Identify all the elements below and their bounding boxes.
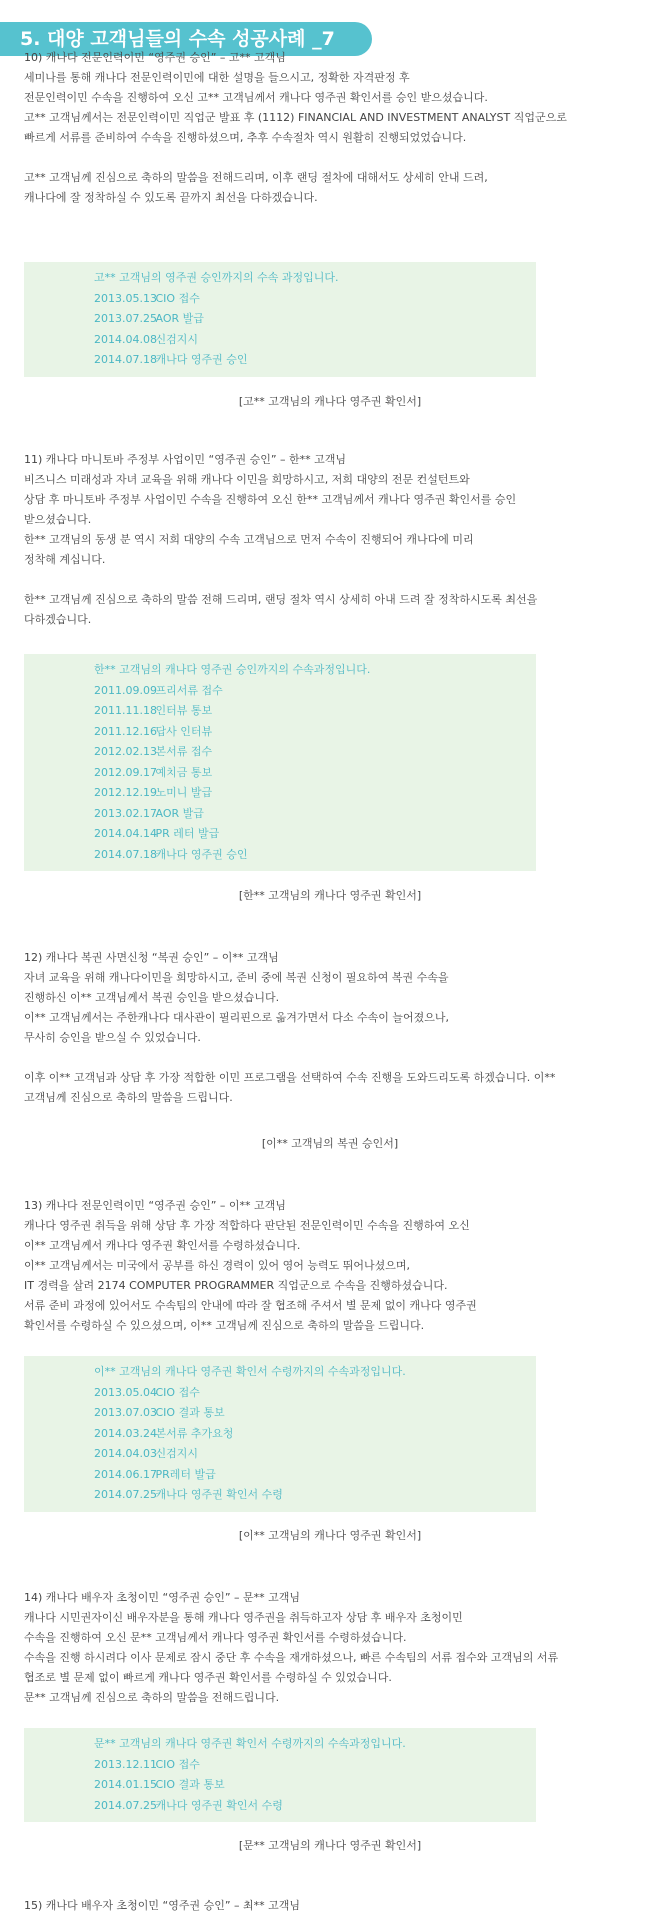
timeline-date: 2012.09.17: [94, 765, 157, 779]
timeline-event: AOR 발급: [155, 806, 204, 820]
timeline-event: 캐나다 영주권 확인서 수령: [155, 1798, 283, 1812]
text-line: 자녀 교육을 위해 캐나다이민을 희망하시고, 준비 중에 복권 신청이 필요하여 복권 수속을: [24, 971, 449, 984]
timeline-date: 2013.02.17: [94, 806, 157, 820]
timeline-title: 이** 고객님의 캐나다 영주권 확인서 수령까지의 수속과정입니다.: [94, 1365, 406, 1378]
timeline-event: 캐나다 영주권 승인: [155, 353, 248, 366]
text-line: 무사히 승인을 받으실 수 있었습니다.: [24, 1031, 201, 1044]
timeline-date: 2013.05.13: [94, 291, 157, 305]
timeline-date: 2014.07.18: [94, 847, 157, 861]
timeline-box: [24, 1728, 536, 1822]
timeline-row: [94, 742, 536, 763]
timeline-event: CIO 접수: [155, 1385, 200, 1399]
timeline-event: 캐나다 영주권 확인서 수령: [155, 1488, 283, 1501]
timeline-date: 2011.12.16: [94, 724, 157, 738]
timeline-row: [94, 1424, 536, 1445]
timeline-row: [94, 722, 536, 743]
timeline-event: 캐나다 영주권 승인: [155, 847, 248, 861]
case-15-text: [24, 1896, 636, 1916]
timeline-row: [94, 1796, 536, 1817]
timeline-date: 2014.07.18: [94, 353, 157, 366]
text-line: 세미나를 통해 캐나다 전문인력이민에 대한 설명을 들으시고, 정확한 자격판정 후: [24, 71, 410, 84]
timeline-event: CIO 접수: [155, 1757, 200, 1771]
timeline-row: [94, 824, 536, 845]
text-line: 이** 고객님께서는 미국에서 공부를 하신 경력이 있어 영어 능력도 뛰어나셨으며,: [24, 1259, 410, 1272]
timeline-row: [94, 309, 536, 330]
timeline-event: 예치금 통보: [155, 765, 213, 779]
timeline-row: [94, 330, 536, 351]
text-line: 협조로 별 문제 없이 빠르게 캐나다 영주권 확인서를 수령하실 수 있었습니다.: [24, 1671, 392, 1684]
case-13-text: [24, 1196, 636, 1336]
text-line: 다하겠습니다.: [24, 613, 92, 626]
case-14-text: [24, 1588, 636, 1708]
timeline-date: 2013.12.11: [94, 1757, 157, 1771]
image-caption: [고** 고객님의 캐나다 영주권 확인서]: [238, 395, 422, 408]
image-caption: [이** 고객님의 복권 승인서]: [261, 1137, 399, 1150]
case-heading: 11) 캐나다 마니토바 주정부 사업이민 “영주권 승인” – 한** 고객님: [24, 453, 347, 466]
image-caption: [이** 고객님의 캐나다 영주권 확인서]: [238, 1529, 422, 1542]
timeline-date: 2012.02.13: [94, 745, 157, 758]
timeline-row: [94, 845, 536, 866]
text-line: 전문인력이민 수속을 진행하여 오신 고** 고객님께서 캐나다 영주권 확인서를 승인 받으셨습니다.: [24, 91, 488, 104]
timeline-row: [94, 783, 536, 804]
text-line: 캐나다 영주권 취득을 위해 상담 후 가장 적합하다 판단된 전문인력이민 수속을 진행하여 오신: [24, 1219, 470, 1232]
timeline-date: 2014.03.24: [94, 1426, 157, 1440]
timeline-row: [94, 1485, 536, 1506]
timeline-box: [24, 1356, 536, 1512]
timeline-event: 본서류 추가요청: [155, 1426, 234, 1440]
timeline-title: 한** 고객님의 캐나다 영주권 승인까지의 수속과정입니다.: [94, 663, 371, 676]
timeline-event: AOR 발급: [155, 312, 204, 325]
section-banner: 5. 대양 고객님들의 수속 성공사례 _7: [0, 22, 372, 56]
timeline-row: [94, 701, 536, 722]
case-heading: 12) 캐나다 복권 사면신청 “복권 승인” – 이** 고객님: [24, 951, 279, 964]
timeline-row: [94, 289, 536, 310]
timeline-event: CIO 결과 통보: [155, 1406, 225, 1419]
text-line: 캐나다 시민권자이신 배우자분을 통해 캐나다 영주권을 취득하고자 상담 후 배우자 초청이민: [24, 1611, 463, 1624]
timeline-row: [94, 1755, 536, 1776]
text-line: 받으셨습니다.: [24, 513, 92, 526]
timeline-event: 프리서류 접수: [155, 683, 223, 697]
case-11-text: [24, 450, 636, 630]
text-line: 정착해 계십니다.: [24, 553, 106, 566]
text-line: 비즈니스 미래성과 자녀 교육을 위해 캐나다 이민을 희망하시고, 저희 대양의 전문 컨설턴트와: [24, 473, 470, 486]
timeline-date: 2012.12.19: [94, 786, 157, 799]
timeline-date: 2011.09.09: [94, 683, 157, 697]
case-heading: 14) 캐나다 배우자 초청이민 “영주권 승인” – 문** 고객님: [24, 1591, 301, 1604]
text-line: 캐나다에 잘 정착하실 수 있도록 끝까지 최선을 다하겠습니다.: [24, 191, 318, 204]
timeline-row: [94, 1403, 536, 1424]
text-line: 진행하신 이** 고객님께서 복권 승인을 받으셨습니다.: [24, 991, 280, 1004]
timeline-date: 2014.01.15: [94, 1778, 157, 1791]
text-line: IT 경력을 살려 2174 COMPUTER PROGRAMMER 직업군으로 수속을 진행하셨습니다.: [24, 1279, 448, 1292]
text-line: 상담 후 마니토바 주정부 사업이민 수속을 진행하여 오신 한** 고객님께서 캐나다 영주권 확인서를 승인: [24, 493, 517, 506]
timeline-row: [94, 1465, 536, 1486]
timeline-date: 2014.04.08: [94, 332, 157, 346]
case-12-text: [24, 948, 636, 1108]
text-line: 수속을 진행하여 오신 문** 고객님께서 캐나다 영주권 확인서를 수령하셨습니다.: [24, 1631, 407, 1644]
text-line: 이** 고객님께서 캐나다 영주권 확인서를 수령하셨습니다.: [24, 1239, 301, 1252]
timeline-event: PR 레터 발급: [155, 827, 220, 840]
timeline-row: [94, 763, 536, 784]
text-line: 고** 고객님께서는 전문인력이민 직업군 발표 후 (1112) FINANCIAL AND INVESTMENT ANALYST 직업군으로: [24, 111, 567, 124]
text-line: 서류 준비 과정에 있어서도 수속팀의 안내에 따라 잘 협조해 주셔서 별 문제 없이 캐나다 영주권: [24, 1299, 477, 1312]
text-line: 이** 고객님께서는 주한캐나다 대사관이 필리핀으로 옮겨가면서 다소 수속이 늘어졌으나,: [24, 1011, 450, 1024]
case-10-text: [24, 48, 636, 208]
text-line: 고객님께 진심으로 축하의 말씀을 드립니다.: [24, 1091, 233, 1104]
timeline-event: 신검지시: [155, 332, 199, 346]
timeline-title: 문** 고객님의 캐나다 영주권 확인서 수령까지의 수속과정입니다.: [94, 1737, 406, 1750]
timeline-date: 2014.07.25: [94, 1798, 157, 1812]
timeline-box: [24, 654, 536, 871]
timeline-date: 2014.04.14: [94, 827, 157, 840]
case-heading: 15) 캐나다 배우자 초청이민 “영주권 승인” – 최** 고객님: [24, 1899, 301, 1912]
image-caption: [문** 고객님의 캐나다 영주권 확인서]: [238, 1839, 422, 1852]
timeline-event: 답사 인터뷰: [155, 724, 213, 738]
timeline-date: 2011.11.18: [94, 704, 157, 717]
timeline-date: 2014.07.25: [94, 1488, 157, 1501]
timeline-date: 2013.07.25: [94, 312, 157, 325]
timeline-row: [94, 1444, 536, 1465]
image-caption: [한** 고객님의 캐나다 영주권 확인서]: [238, 889, 422, 902]
timeline-event: 본서류 접수: [155, 745, 213, 758]
timeline-event: CIO 결과 통보: [155, 1778, 225, 1791]
timeline-row: [94, 804, 536, 825]
case-heading: 13) 캐나다 전문인력이민 “영주권 승인” – 이** 고객님: [24, 1199, 286, 1212]
text-line: 이후 이** 고객님과 상담 후 가장 적합한 이민 프로그램을 선택하여 수속 진행을 도와드리도록 하겠습니다. 이**: [24, 1071, 556, 1084]
timeline-event: 신검지시: [155, 1447, 199, 1460]
timeline-title: 고** 고객님의 영주권 승인까지의 수속 과정입니다.: [94, 271, 339, 284]
timeline-date: 2014.04.03: [94, 1447, 157, 1460]
text-line: 빠르게 서류를 준비하여 수속을 진행하셨으며, 추후 수속절차 역시 원활히 진행되었었습니다.: [24, 131, 467, 144]
timeline-row: [94, 681, 536, 702]
timeline-event: 인터뷰 통보: [155, 704, 213, 717]
timeline-row: [94, 350, 536, 371]
text-line: 수속을 진행 하시려다 이사 문제로 잠시 중단 후 수속을 재개하셨으나, 빠른 수속팀의 서류 접수와 고객님의 서류: [24, 1651, 559, 1664]
timeline-event: PR레터 발급: [155, 1467, 216, 1481]
timeline-event: CIO 접수: [155, 291, 200, 305]
timeline-box: [24, 262, 536, 377]
timeline-row: [94, 1383, 536, 1404]
case-heading: 10) 캐나다 전문인력이민 “영주권 승인” – 고** 고객님: [24, 51, 286, 64]
timeline-event: 노미니 발급: [155, 786, 213, 799]
timeline-row: [94, 1775, 536, 1796]
text-line: 고** 고객님께 진심으로 축하의 말씀을 전해드리며, 이후 랜딩 절차에 대해서도 상세히 안내 드려,: [24, 171, 488, 184]
text-line: 한** 고객님께 진심으로 축하의 말씀 전해 드리며, 랜딩 절차 역시 상세히 아내 드려 잘 정착하시도록 최선을: [24, 593, 538, 606]
text-line: 문** 고객님께 진심으로 축하의 말씀을 전해드립니다.: [24, 1691, 280, 1704]
timeline-date: 2014.06.17: [94, 1467, 157, 1481]
timeline-date: 2013.05.04: [94, 1385, 157, 1399]
text-line: 한** 고객님의 동생 분 역시 저희 대양의 수속 고객님으로 먼저 수속이 진행되어 캐나다에 미리: [24, 533, 474, 546]
text-line: 확인서를 수령하실 수 있으셨으며, 이** 고객님께 진심으로 축하의 말씀을 드립니다.: [24, 1319, 425, 1332]
timeline-date: 2013.07.03: [94, 1406, 157, 1419]
